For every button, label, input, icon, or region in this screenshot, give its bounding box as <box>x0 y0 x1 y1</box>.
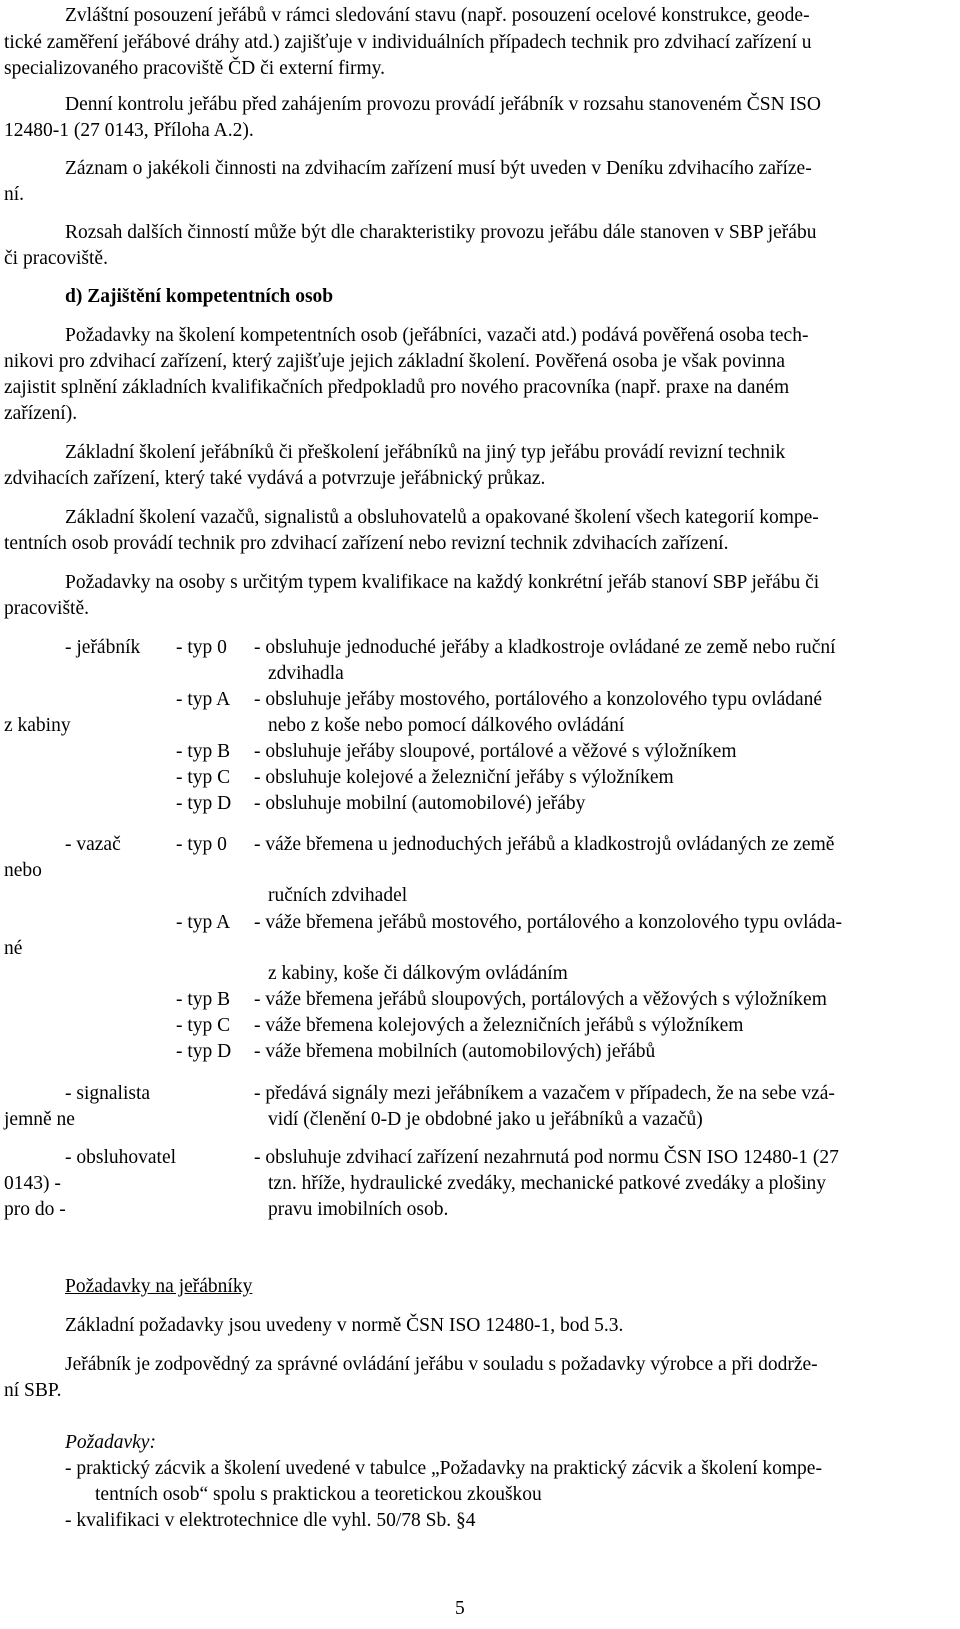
intro-p3-line1: Záznam o jakékoli činnosti na zdvihacím zařízení musí být uveden v Deníku zdvihacího zaříze- <box>65 158 812 179</box>
role-vazac: - vazač <box>65 834 121 855</box>
section-d-p4-line1: Požadavky na osoby s určitým typem kvalifikace na každý konkrétní jeřáb stanoví SBP jeřábu či <box>65 572 820 593</box>
role-obsluhovatel: - obsluhovatel <box>65 1147 177 1168</box>
section-d-p2-line1: Základní školení jeřábníků či přeškolení jeřábníků na jiný typ jeřábu provádí revizní technik <box>65 442 786 463</box>
obsluhovatel-stray-text-2: pro do - <box>4 1199 66 1220</box>
obsluhovatel-desc-cont-1: tzn. hříže, hydraulické zvedáky, mechanické patkové zvedáky a plošiny <box>268 1173 827 1194</box>
jerabnik-type-0-desc-cont: zdvihadla <box>268 663 344 684</box>
vazac-type-d: - typ D <box>176 1041 232 1062</box>
jerabnik-type-a: - typ A <box>176 689 231 710</box>
jerabnik-type-d: - typ D <box>176 793 232 814</box>
jerabnik-type-d-desc: - obsluhuje mobilní (automobilové) jeřáby <box>254 793 586 814</box>
jerabnik-type-b: - typ B <box>176 741 231 762</box>
section-d-p3-line2: tentních osob provádí technik pro zdvihací zařízení nebo revizní technik zdvihacích zařízení. <box>4 533 729 554</box>
crane-operators-heading: Požadavky na jeřábníky <box>65 1276 253 1297</box>
intro-p4-line2: či pracoviště. <box>4 248 108 269</box>
crane-operators-p2-line1: Jeřábník je zodpovědný za správné ovládání jeřábu v souladu s požadavky výrobce a při dodrže- <box>65 1354 818 1375</box>
jerabnik-type-a-desc-cont: nebo z koše nebo pomocí dálkového ovládání <box>268 715 625 736</box>
jerabnik-type-0: - typ 0 <box>176 637 227 658</box>
requirement-item-1: - praktický zácvik a školení uvedené v tabulce „Požadavky na praktický zácvik a školení kompe- <box>65 1458 822 1479</box>
vazac-type-c: - typ C <box>176 1015 231 1036</box>
vazac-type-a: - typ A <box>176 912 231 933</box>
vazac-type-b-desc: - váže břemena jeřábů sloupových, portálových a věžových s výložníkem <box>254 989 827 1010</box>
jerabnik-type-b-desc: - obsluhuje jeřáby sloupové, portálové a věžové s výložníkem <box>254 741 737 762</box>
vazac-stray-text-2: né <box>4 938 23 959</box>
obsluhovatel-desc-cont-2: pravu imobilních osob. <box>268 1199 449 1220</box>
section-d-p1-line4: zařízení). <box>4 403 78 424</box>
signalista-stray-text: jemně ne <box>4 1109 75 1130</box>
vazac-type-0-desc-cont: ručních zdvihadel <box>268 885 408 906</box>
vazac-type-b: - typ B <box>176 989 231 1010</box>
section-d-p4-line2: pracoviště. <box>4 598 90 619</box>
intro-p3-line2: ní. <box>4 184 25 205</box>
section-d-p2-line2: zdvihacích zařízení, který také vydává a potvrzuje jeřábnický průkaz. <box>4 468 546 489</box>
intro-p2-line1: Denní kontrolu jeřábu před zahájením provozu provádí jeřábník v rozsahu stanoveném ČSN ISO <box>65 94 821 115</box>
requirement-item-1-cont: tentních osob“ spolu s praktickou a teoretickou zkouškou <box>95 1484 542 1505</box>
section-d-heading: d) Zajištění kompetentních osob <box>65 286 334 307</box>
vazac-stray-text-1: nebo <box>4 860 42 881</box>
vazac-type-0: - typ 0 <box>176 834 227 855</box>
intro-p4-line1: Rozsah dalších činností může být dle charakteristiky provozu jeřábu dále stanoven v SBP jeřábu <box>65 222 817 243</box>
vazac-type-a-desc-cont: z kabiny, koše či dálkovým ovládáním <box>268 963 568 984</box>
jerabnik-type-0-desc: - obsluhuje jednoduché jeřáby a kladkostroje ovládané ze země nebo ruční <box>254 637 836 658</box>
section-d-p3-line1: Základní školení vazačů, signalistů a obsluhovatelů a opakované školení všech kategorií kompe- <box>65 507 819 528</box>
requirements-label: Požadavky: <box>65 1432 156 1453</box>
role-signalista: - signalista <box>65 1083 151 1104</box>
jerabnik-stray-text: z kabiny <box>4 715 71 736</box>
requirement-item-2: - kvalifikaci v elektrotechnice dle vyhl. 50/78 Sb. §4 <box>65 1510 476 1531</box>
intro-p2-line2: 12480-1 (27 0143, Příloha A.2). <box>4 120 254 141</box>
crane-operators-p1: Základní požadavky jsou uvedeny v normě ČSN ISO 12480-1, bod 5.3. <box>65 1315 624 1336</box>
intro-p1-line1: Zvláštní posouzení jeřábů v rámci sledování stavu (např. posouzení ocelové konstrukce, geode- <box>65 5 810 26</box>
obsluhovatel-desc: - obsluhuje zdvihací zařízení nezahrnutá pod normu ČSN ISO 12480-1 (27 <box>254 1147 839 1168</box>
signalista-desc-cont: vidí (členění 0-D je obdobné jako u jeřábníků a vazačů) <box>268 1109 703 1130</box>
vazac-type-a-desc: - váže břemena jeřábů mostového, portálového a konzolového typu ovláda- <box>254 912 843 933</box>
signalista-desc: - předává signály mezi jeřábníkem a vazačem v případech, že na sebe vzá- <box>254 1083 835 1104</box>
intro-p1-line2: tické zaměření jeřábové dráhy atd.) zajišťuje v individuálních případech technik pro zdvihací zařízení u <box>4 32 812 53</box>
vazac-type-d-desc: - váže břemena mobilních (automobilových) jeřábů <box>254 1041 656 1062</box>
vazac-type-c-desc: - váže břemena kolejových a železničních jeřábů s výložníkem <box>254 1015 744 1036</box>
role-jerabnik: - jeřábník <box>65 637 141 658</box>
page-number: 5 <box>455 1598 465 1619</box>
jerabnik-type-a-desc: - obsluhuje jeřáby mostového, portálového a konzolového typu ovládané <box>254 689 823 710</box>
section-d-p1-line2: nikovi pro zdvihací zařízení, který zajišťuje jejich základní školení. Pověřená osoba je však povinna <box>4 351 786 372</box>
obsluhovatel-stray-text-1: 0143) - <box>4 1173 61 1194</box>
intro-p1-line3: specializovaného pracoviště ČD či externí firmy. <box>4 58 386 79</box>
section-d-p1-line3: zajistit splnění základních kvalifikačních předpokladů pro nového pracovníka (např. praxe na daném <box>4 377 790 398</box>
vazac-type-0-desc: - váže břemena u jednoduchých jeřábů a kladkostrojů ovládaných ze země <box>254 834 835 855</box>
jerabnik-type-c-desc: - obsluhuje kolejové a železniční jeřáby s výložníkem <box>254 767 674 788</box>
crane-operators-p2-line2: ní SBP. <box>4 1380 62 1401</box>
section-d-p1-line1: Požadavky na školení kompetentních osob (jeřábníci, vazači atd.) podává pověřená osoba tech- <box>65 325 809 346</box>
jerabnik-type-c: - typ C <box>176 767 231 788</box>
